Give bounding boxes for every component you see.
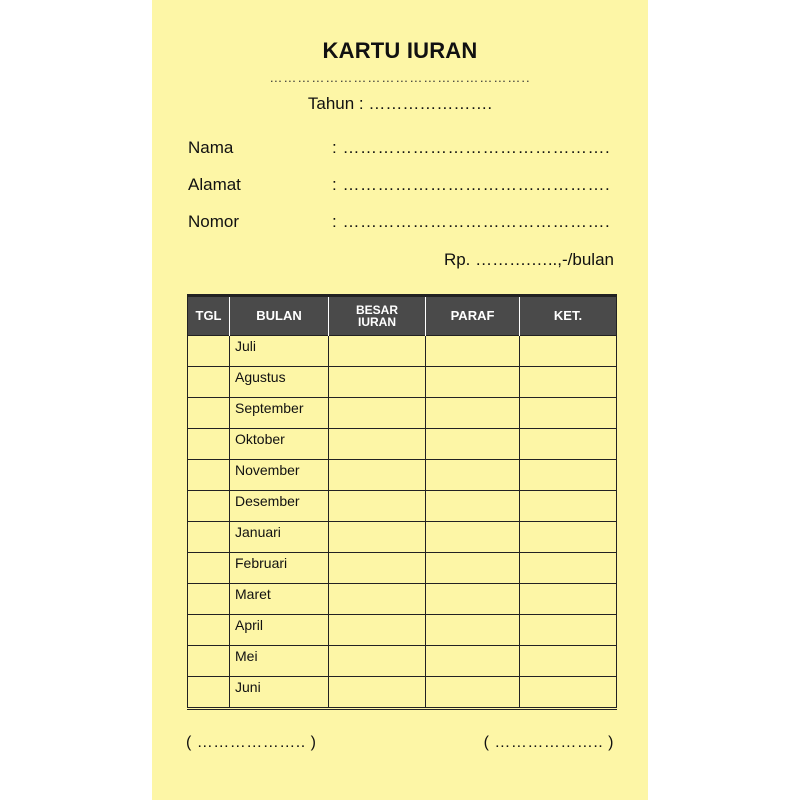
cell-ket xyxy=(520,398,617,429)
table-row xyxy=(188,553,617,584)
cell-tgl xyxy=(188,522,230,553)
cell-tgl xyxy=(188,429,230,460)
cell-bulan: Juli xyxy=(230,336,329,367)
cell-paraf xyxy=(426,367,520,398)
cell-ket xyxy=(520,429,617,460)
table-row xyxy=(188,646,617,677)
cell-paraf xyxy=(426,491,520,522)
cell-bulan: September xyxy=(230,398,329,429)
cell-besar-iuran xyxy=(329,398,426,429)
signature-right: ( ……………….. ) xyxy=(483,734,614,751)
cell-besar-iuran xyxy=(329,336,426,367)
table-header-row xyxy=(188,296,617,336)
field-value-nomor: : ………………………………………. xyxy=(332,212,611,231)
cell-paraf xyxy=(426,615,520,646)
table-row xyxy=(188,615,617,646)
header-tgl: TGL xyxy=(188,296,230,336)
cell-tgl xyxy=(188,584,230,615)
table-row xyxy=(188,367,617,398)
table-row xyxy=(188,677,617,709)
cell-tgl xyxy=(188,336,230,367)
cell-paraf xyxy=(426,429,520,460)
table-body xyxy=(188,336,617,709)
cell-paraf xyxy=(426,584,520,615)
field-label-alamat: Alamat xyxy=(188,175,241,194)
header-paraf: PARAF xyxy=(426,296,520,336)
field-label-nomor: Nomor xyxy=(188,212,240,231)
table-row xyxy=(188,522,617,553)
cell-besar-iuran xyxy=(329,677,426,709)
cell-tgl xyxy=(188,553,230,584)
cell-bulan: Oktober xyxy=(230,429,329,460)
signature-left: ( ……………….. ) xyxy=(186,734,317,751)
cell-tgl xyxy=(188,460,230,491)
field-label-nama: Nama xyxy=(188,138,234,157)
cell-ket xyxy=(520,367,617,398)
table-row xyxy=(188,460,617,491)
cell-tgl xyxy=(188,615,230,646)
cell-besar-iuran xyxy=(329,460,426,491)
cell-paraf xyxy=(426,677,520,709)
cell-ket xyxy=(520,491,617,522)
cell-ket xyxy=(520,553,617,584)
monthly-rate: Rp. ……….…..,-/bulan xyxy=(443,250,614,269)
cell-bulan: April xyxy=(230,615,329,646)
header-bulan: BULAN xyxy=(230,296,329,336)
cell-paraf xyxy=(426,646,520,677)
year-line: Tahun : …………………. xyxy=(307,94,493,113)
cell-bulan: Februari xyxy=(230,553,329,584)
cell-besar-iuran xyxy=(329,367,426,398)
header-besar-iuran: BESAR IURAN xyxy=(329,296,426,336)
cell-tgl xyxy=(188,398,230,429)
cell-bulan: Maret xyxy=(230,584,329,615)
cell-bulan: Desember xyxy=(230,491,329,522)
cell-paraf xyxy=(426,553,520,584)
cell-tgl xyxy=(188,491,230,522)
cell-besar-iuran xyxy=(329,615,426,646)
table-row xyxy=(188,429,617,460)
table-row xyxy=(188,491,617,522)
cell-ket xyxy=(520,677,617,709)
dues-table-wrapper xyxy=(187,294,616,710)
cell-ket xyxy=(520,615,617,646)
cell-paraf xyxy=(426,336,520,367)
cell-bulan: Januari xyxy=(230,522,329,553)
table-row xyxy=(188,584,617,615)
cell-paraf xyxy=(426,398,520,429)
cell-tgl xyxy=(188,367,230,398)
cell-ket xyxy=(520,522,617,553)
cell-bulan: Juni xyxy=(230,677,329,709)
dues-table xyxy=(187,294,617,710)
header-ket: KET. xyxy=(520,296,617,336)
cell-besar-iuran xyxy=(329,522,426,553)
cell-tgl xyxy=(188,646,230,677)
cell-besar-iuran xyxy=(329,429,426,460)
cell-bulan: Mei xyxy=(230,646,329,677)
cell-besar-iuran xyxy=(329,491,426,522)
organization-line: ……………………………………………….. xyxy=(269,70,531,85)
cell-ket xyxy=(520,460,617,491)
cell-ket xyxy=(520,336,617,367)
table-row xyxy=(188,398,617,429)
cell-bulan: November xyxy=(230,460,329,491)
cell-ket xyxy=(520,646,617,677)
cell-tgl xyxy=(188,677,230,709)
cell-ket xyxy=(520,584,617,615)
cell-paraf xyxy=(426,522,520,553)
card-title: KARTU IURAN xyxy=(322,38,478,63)
cell-besar-iuran xyxy=(329,646,426,677)
table-row xyxy=(188,336,617,367)
cell-besar-iuran xyxy=(329,584,426,615)
dues-card xyxy=(152,0,648,800)
cell-besar-iuran xyxy=(329,553,426,584)
cell-paraf xyxy=(426,460,520,491)
field-value-nama: : ………………………………………. xyxy=(332,138,611,157)
field-value-alamat: : ………………………………………. xyxy=(332,175,611,194)
cell-bulan: Agustus xyxy=(230,367,329,398)
